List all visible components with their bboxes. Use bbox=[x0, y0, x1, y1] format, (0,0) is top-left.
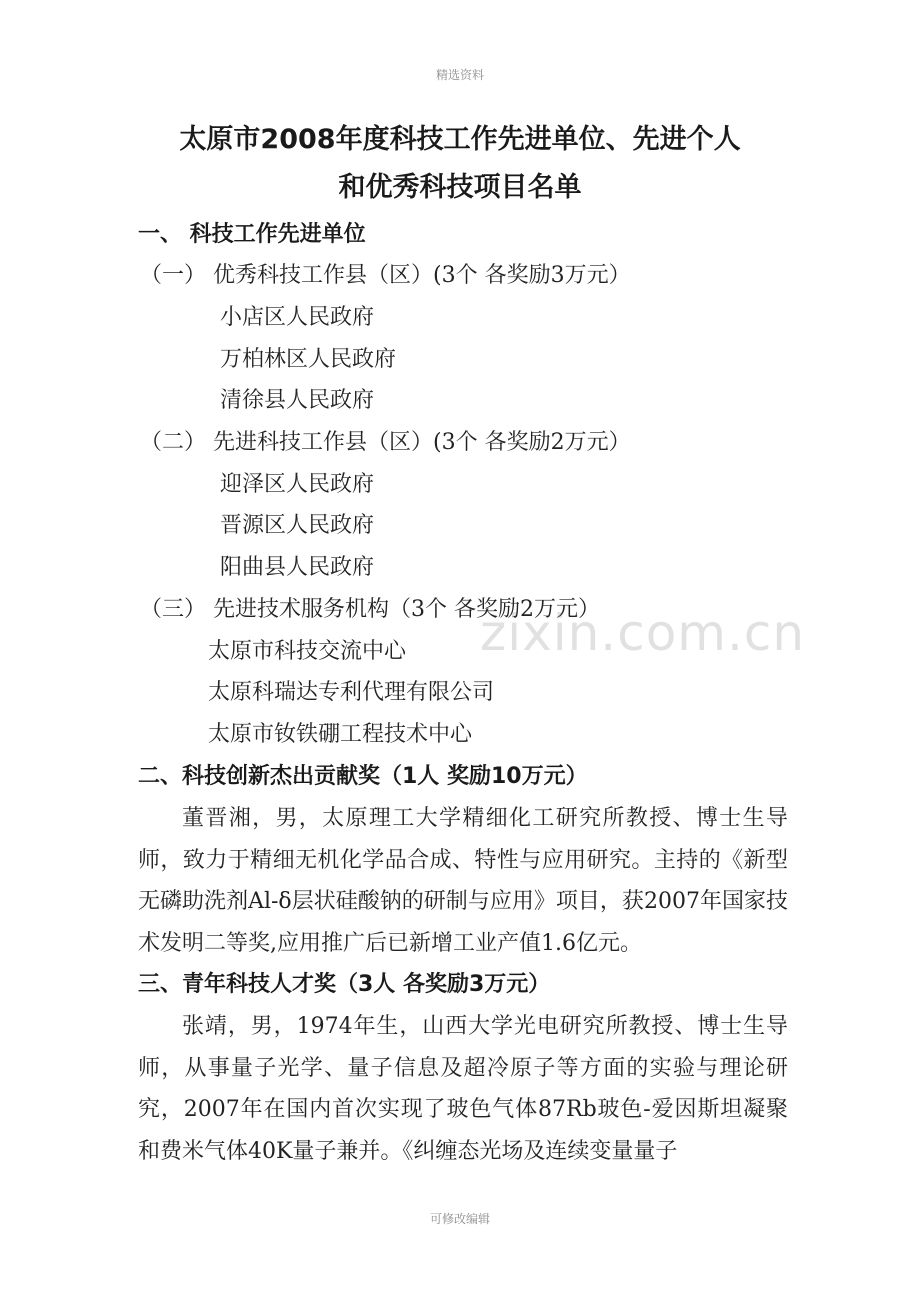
group-2-item: 迎泽区人民政府 bbox=[220, 472, 375, 497]
group-3-label: （三） 先进技术服务机构（3个 各奖励2万元） bbox=[140, 597, 600, 622]
group-2-item: 阳曲县人民政府 bbox=[220, 555, 375, 580]
section-3-paragraph: 张靖，男，1974年生，山西大学光电研究所教授、博士生导师，从事量子光学、量子信息及超冷原子等方面的实验与理论研究，2007年在国内首次实现了玻色气体87Rb玻色-爱因斯坦凝聚和费米气体40K量子兼并。《纠缠态光场及连续变量量子 bbox=[138, 1014, 788, 1164]
watermark: zixin.com.cn bbox=[480, 604, 806, 662]
document-title-line-1: 太原市2008年度科技工作先进单位、先进个人 bbox=[179, 124, 741, 155]
group-2-label: （二） 先进科技工作县（区）(3个 各奖励2万元） bbox=[140, 430, 631, 455]
group-1-label: （一） 优秀科技工作县（区）(3个 各奖励3万元） bbox=[140, 263, 631, 288]
section-2-heading: 二、科技创新杰出贡献奖（1人 奖励10万元） bbox=[138, 764, 588, 789]
group-1-item: 小店区人民政府 bbox=[220, 305, 375, 330]
group-3-item: 太原市科技交流中心 bbox=[208, 639, 407, 664]
section-3-heading: 三、青年科技人才奖（3人 各奖励3万元） bbox=[138, 972, 551, 997]
group-1-item: 清徐县人民政府 bbox=[220, 388, 375, 413]
group-1-item: 万柏林区人民政府 bbox=[220, 347, 397, 372]
footer-note: 可修改编辑 bbox=[429, 1212, 490, 1226]
section-2-paragraph: 董晋湘，男，太原理工大学精细化工研究所教授、博士生导师，致力于精细无机化学品合成、特性与应用研究。主持的《新型无磷助洗剂Al-δ层状硅酸钠的研制与应用》项目，获2007年国家技术发明二等奖,应用推广后已新增工业产值1.6亿元。 bbox=[138, 806, 788, 956]
section-1-heading: 一、 科技工作先进单位 bbox=[138, 222, 366, 247]
document-title-line-2: 和优秀科技项目名单 bbox=[338, 172, 582, 203]
header-note: 精选资料 bbox=[435, 68, 484, 82]
group-3-item: 太原市钕铁硼工程技术中心 bbox=[208, 722, 473, 747]
group-3-item: 太原科瑞达专利代理有限公司 bbox=[208, 680, 495, 705]
group-2-item: 晋源区人民政府 bbox=[220, 513, 375, 538]
